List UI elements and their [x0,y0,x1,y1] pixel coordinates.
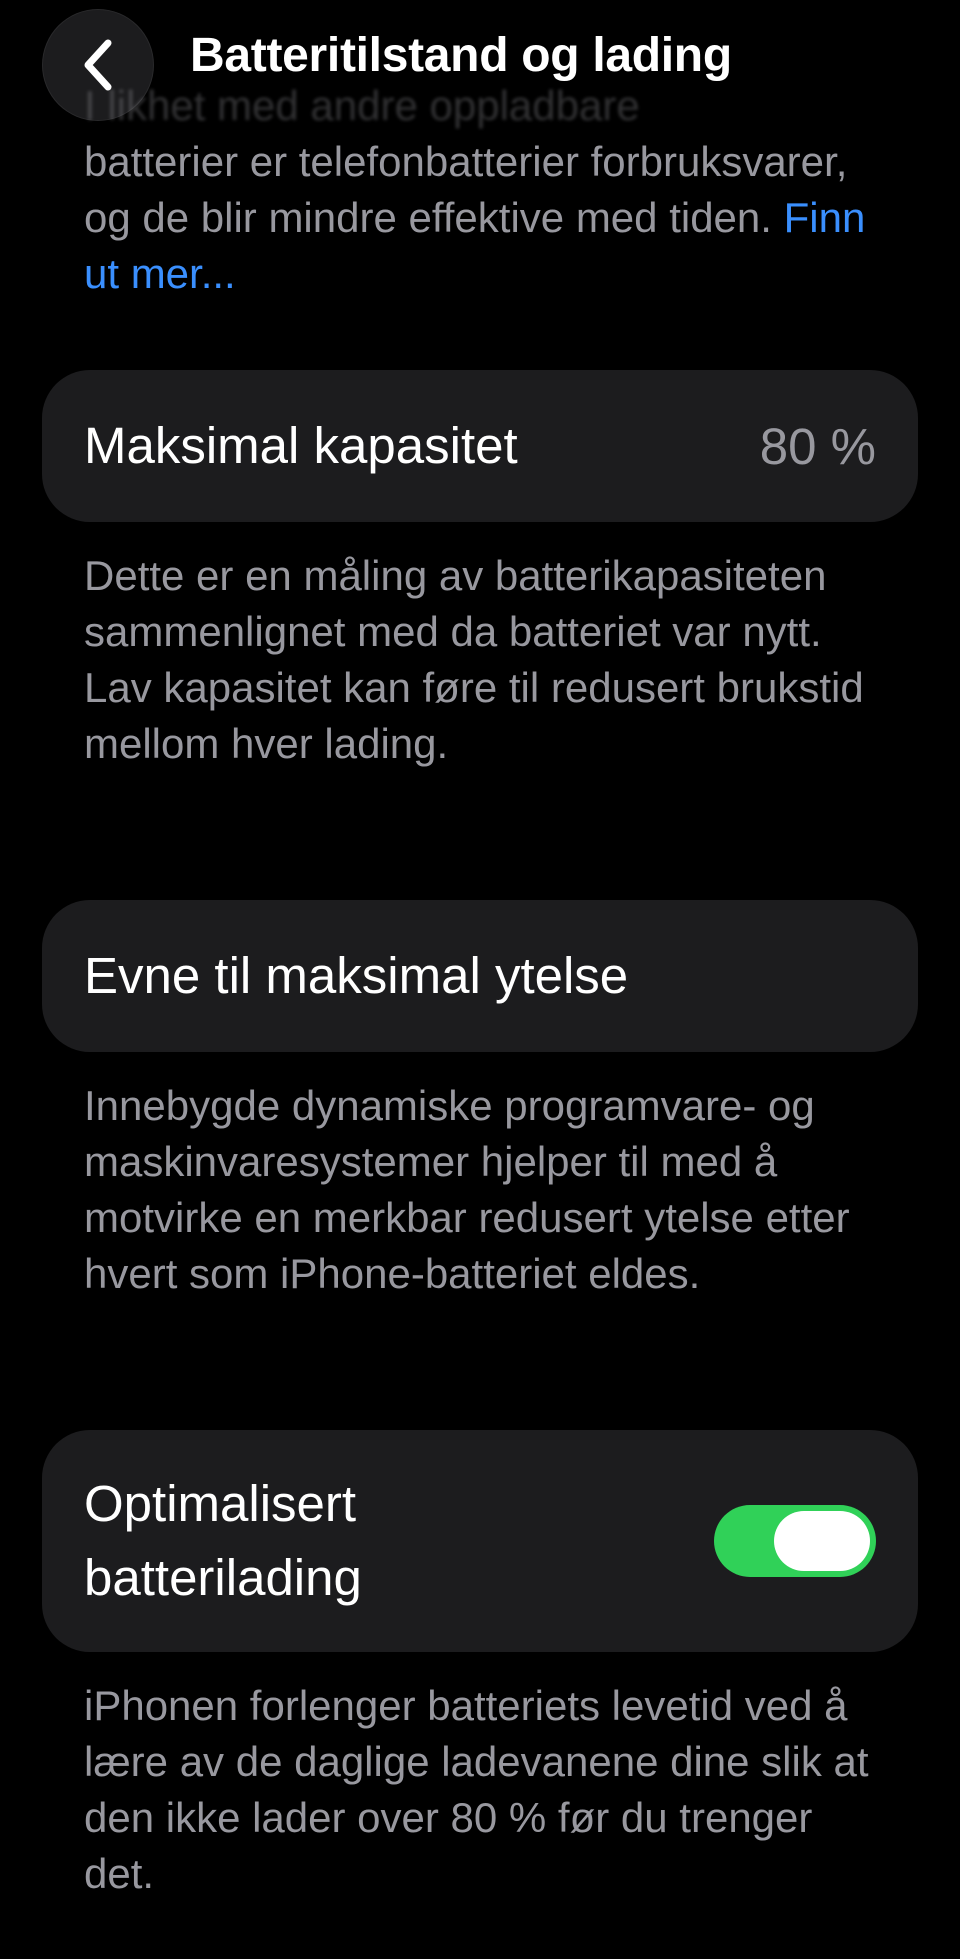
optimized-charging-footnote: iPhonen forlenger batteriets levetid ved å lære av de daglige ladevanene dine slik at den ikke lader over 80 % før du trenger det. [84,1682,869,1897]
peak-performance-row [42,900,918,1052]
learn-more-link[interactable]: Finn ut mer... [84,194,866,297]
intro-body: batterier er telefonbatterier forbruksvarer, og de blir mindre effektive med tiden. [84,138,848,241]
max-capacity-value: 80 % [759,417,876,475]
optimized-charging-toggle[interactable] [714,1505,876,1577]
max-capacity-row [42,370,918,522]
toggle-knob [774,1511,870,1571]
intro-text [84,134,884,302]
max-capacity-label: Maksimal kapasitet [84,417,518,474]
optimized-charging-label-line1: Optimalisert [84,1475,357,1532]
max-capacity-footnote: Dette er en måling av batterikapasiteten sammenlignet med da batteriet var nytt. Lav kapasitet kan føre til redusert brukstid mellom hver lading. [84,552,864,767]
optimized-charging-label-line2: batterilading [84,1549,362,1606]
optimized-charging-row [42,1430,918,1652]
peak-performance-label: Evne til maksimal ytelse [84,947,629,1004]
scrolled-intro-line: I likhet med andre oppladbare [84,82,640,129]
peak-performance-footnote: Innebygde dynamiske programvare- og maskinvaresystemer hjelper til med å motvirke en merkbar redusert ytelse etter hvert som iPhone-batteriet eldes. [84,1082,850,1297]
page-title: Batteritilstand og lading [190,29,732,82]
optimized-charging-label [84,1467,362,1615]
